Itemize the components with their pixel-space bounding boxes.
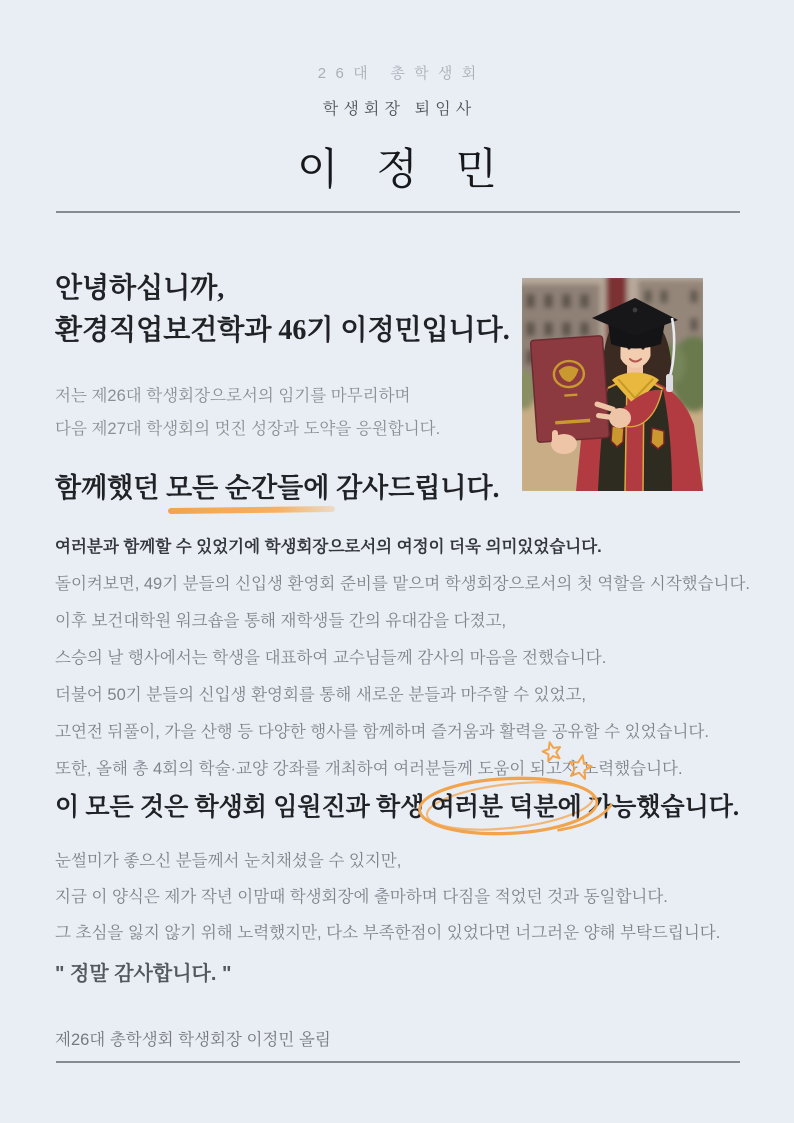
gratitude-heading-pre: 이 모든 것은 학생회 임원진과 학생 [55,794,431,821]
journey-lead-line: 여러분과 함께할 수 있었기에 학생회장으로서의 여정이 더욱 의미있었습니다. [55,538,602,556]
journey-line: 돌이켜보면, 49기 분들의 신입생 환영회 준비를 맡으며 학생회장으로서의 첫 역할을 시작했습니다. [55,575,750,593]
council-generation-label: 26대 총학생회 [317,65,486,82]
graduate-photo [522,278,703,491]
greeting-subtext [55,380,440,446]
signoff-line: 제26대 총학생회 학생회장 이정민 올림 [55,1031,331,1049]
thanks-heading-post: 감사드립니다. [329,473,500,503]
reflection-line: 그 초심을 잃지 않기 위해 노력했지만, 다소 부족한점이 있었다면 너그러운 양해 부탁드립니다. [55,924,721,942]
greeting-line-1: 안녕하십니까, [55,273,225,304]
thanks-heading-pre: 함께했던 [55,473,167,503]
journey-line: 더불어 50기 분들의 신입생 환영회를 통해 새로운 분들과 마주할 수 있었고, [55,686,587,704]
journey-line: 고연전 뒤풀이, 가을 산행 등 다양한 행사를 함께하며 즐거움과 활력을 공유할 수 있었습니다. [55,723,709,741]
reflection-line: 지금 이 양식은 제가 작년 이맘때 학생회장에 출마하며 다짐을 적었던 것과 동일합니다. [55,888,668,906]
orange-underline-decoration [168,506,335,514]
journey-paragraph [55,529,750,788]
reflection-paragraph [55,843,720,951]
greeting-sub-line-2: 다음 제27대 학생회의 멋진 성장과 도약을 응원합니다. [55,420,441,438]
document-subtitle: 학생회장 퇴임사 [322,101,477,118]
president-name-title: 이 정 민 [296,146,510,194]
gratitude-heading [55,787,739,823]
journey-line: 또한, 올해 총 4회의 학술·교양 강좌를 개최하여 여러분들께 도움이 되고자 노력했습니다. [55,760,683,778]
greeting-sub-line-1: 저는 제26대 학생회장으로서의 임기를 마무리하며 [55,387,411,405]
reflection-line: 눈썰미가 좋으신 분들께서 눈치채셨을 수 있지만, [55,852,402,870]
thanks-heading-underlined: 모든 순간들에 [166,473,330,503]
closing-quote: " 정말 감사합니다. " [55,963,232,985]
bottom-divider-line [56,1061,740,1063]
gratitude-heading-circled: 여러분 덕분에 [430,794,582,821]
greeting-heading [55,268,510,352]
top-divider-line [56,211,740,213]
gratitude-heading-post: 가능했습니다. [581,794,740,821]
journey-line: 이후 보건대학원 워크숍을 통해 재학생들 간의 유대감을 다졌고, [55,612,507,630]
greeting-line-2: 환경직업보건학과 46기 이정민입니다. [55,315,510,346]
journey-line: 스승의 날 행사에서는 학생을 대표하여 교수님들께 감사의 마음을 전했습니다. [55,649,607,667]
thanks-heading [55,466,499,505]
